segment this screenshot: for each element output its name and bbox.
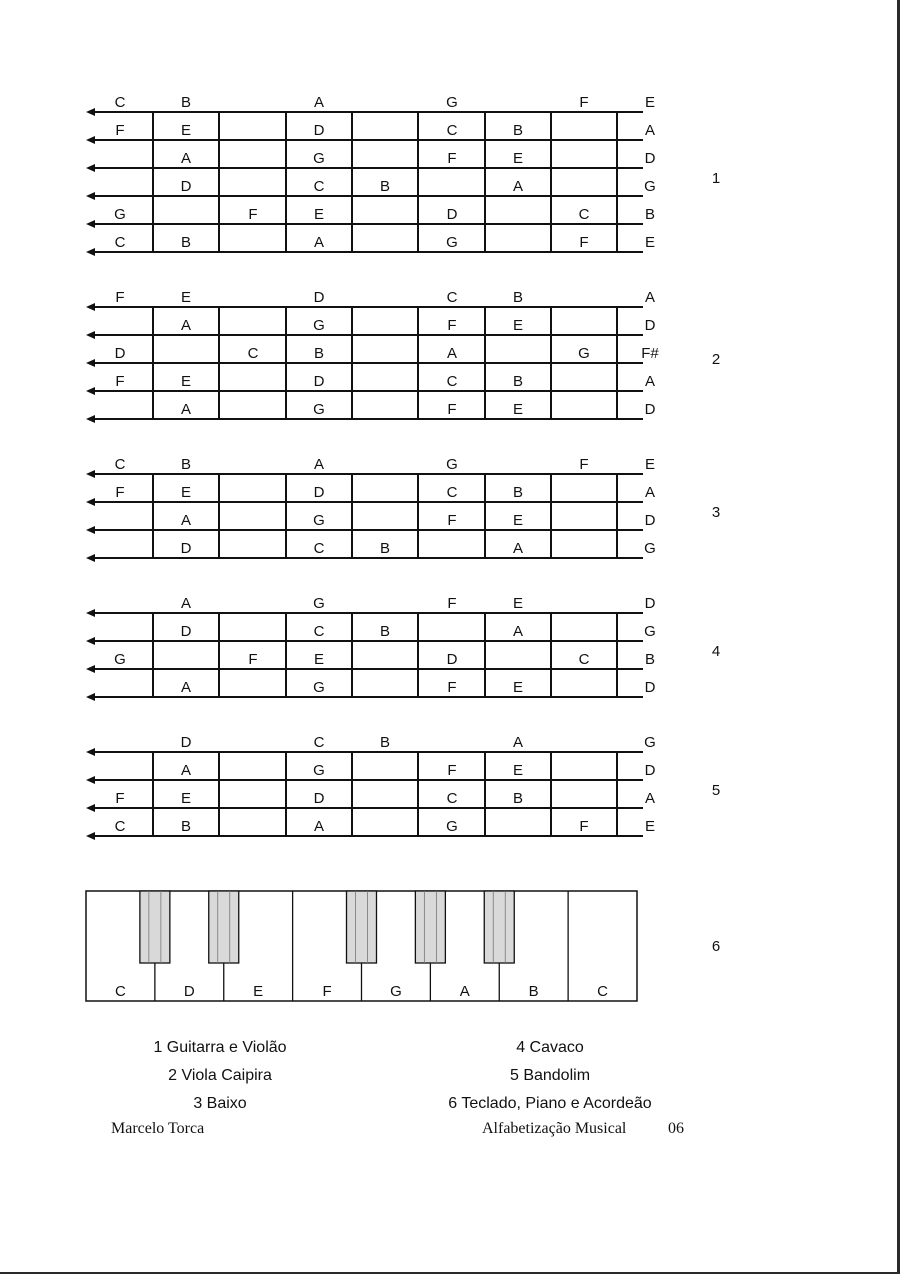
string-arrowhead xyxy=(86,665,95,673)
note-label: D xyxy=(446,651,458,668)
open-string-label: E xyxy=(644,818,656,835)
note-label: E xyxy=(512,401,524,418)
black-key xyxy=(484,891,514,963)
open-string-label: D xyxy=(644,512,656,529)
note-label: F xyxy=(579,818,589,835)
open-string-label: G xyxy=(644,734,656,751)
black-key xyxy=(415,891,445,963)
note-label: E xyxy=(180,790,192,807)
note-label: F xyxy=(115,484,125,501)
legend-item: 5 Bandolim xyxy=(509,1067,591,1084)
note-label: A xyxy=(180,150,192,167)
open-string-label: D xyxy=(644,679,656,696)
note-label: E xyxy=(180,122,192,139)
note-label: A xyxy=(512,178,524,195)
black-key xyxy=(140,891,170,963)
note-label: C xyxy=(313,734,325,751)
note-label: B xyxy=(512,122,524,139)
note-label: C xyxy=(446,373,458,390)
note-label: C xyxy=(313,178,325,195)
note-label: A xyxy=(313,234,325,251)
open-string-label: G xyxy=(644,540,656,557)
note-label: G xyxy=(313,762,325,779)
note-label: F xyxy=(447,401,457,418)
legend-item: 3 Baixo xyxy=(193,1095,247,1112)
note-label: A xyxy=(180,595,192,612)
note-label: C xyxy=(313,623,325,640)
note-label: F xyxy=(115,373,125,390)
note-label: D xyxy=(180,540,192,557)
note-label: B xyxy=(512,484,524,501)
note-label: C xyxy=(114,234,126,251)
string-arrowhead xyxy=(86,804,95,812)
footer-author: Marcelo Torca xyxy=(111,1120,205,1137)
footer-page-number: 06 xyxy=(668,1120,684,1137)
white-key-label: F xyxy=(322,983,332,1000)
open-string-label: D xyxy=(644,317,656,334)
note-label: F xyxy=(447,679,457,696)
note-label: A xyxy=(446,345,458,362)
note-label: C xyxy=(313,540,325,557)
note-label: G xyxy=(313,679,325,696)
note-label: F xyxy=(248,651,258,668)
diagram-number: 2 xyxy=(711,351,721,368)
string-arrowhead xyxy=(86,832,95,840)
note-label: B xyxy=(313,345,325,362)
note-label: F xyxy=(447,595,457,612)
open-string-label: A xyxy=(644,122,656,139)
open-string-label: E xyxy=(644,234,656,251)
diagram-number: 3 xyxy=(711,504,721,521)
note-label: F xyxy=(579,94,589,111)
open-string-label: A xyxy=(644,790,656,807)
note-label: E xyxy=(180,484,192,501)
note-label: C xyxy=(446,484,458,501)
note-label: A xyxy=(180,317,192,334)
note-label: C xyxy=(247,345,259,362)
open-string-label: E xyxy=(644,94,656,111)
note-label: F xyxy=(579,234,589,251)
note-label: D xyxy=(313,484,325,501)
diagram-number: 5 xyxy=(711,782,721,799)
note-label: E xyxy=(512,317,524,334)
string-arrowhead xyxy=(86,415,95,423)
open-string-label: G xyxy=(644,623,656,640)
note-label: F xyxy=(447,762,457,779)
string-arrowhead xyxy=(86,303,95,311)
open-string-label: A xyxy=(644,484,656,501)
white-key-label: C xyxy=(115,983,126,1000)
note-label: B xyxy=(379,540,391,557)
note-label: E xyxy=(180,373,192,390)
note-label: D xyxy=(313,289,325,306)
note-label: C xyxy=(446,122,458,139)
note-label: A xyxy=(180,762,192,779)
note-label: D xyxy=(180,623,192,640)
white-key-label: B xyxy=(528,983,539,1000)
note-label: G xyxy=(446,234,458,251)
note-label: B xyxy=(512,373,524,390)
note-label: E xyxy=(313,651,325,668)
white-key-label: A xyxy=(459,983,470,1000)
string-arrowhead xyxy=(86,776,95,784)
note-label: G xyxy=(446,818,458,835)
string-arrowhead xyxy=(86,693,95,701)
note-label: D xyxy=(446,206,458,223)
white-key-label: G xyxy=(390,983,402,1000)
note-label: D xyxy=(180,178,192,195)
black-key xyxy=(209,891,239,963)
open-string-label: B xyxy=(644,206,656,223)
note-label: B xyxy=(379,623,391,640)
string-arrowhead xyxy=(86,164,95,172)
note-label: E xyxy=(180,289,192,306)
note-label: G xyxy=(446,94,458,111)
note-label: G xyxy=(114,651,126,668)
diagram-number: 4 xyxy=(711,643,721,660)
note-label: E xyxy=(512,679,524,696)
string-arrowhead xyxy=(86,192,95,200)
note-label: E xyxy=(512,512,524,529)
note-label: A xyxy=(180,401,192,418)
note-label: C xyxy=(578,651,590,668)
note-label: B xyxy=(180,234,192,251)
note-label: F xyxy=(447,150,457,167)
string-arrowhead xyxy=(86,248,95,256)
diagram-number: 1 xyxy=(711,170,721,187)
note-label: A xyxy=(180,679,192,696)
note-label: D xyxy=(114,345,126,362)
note-label: E xyxy=(512,150,524,167)
white-key-label: C xyxy=(597,983,608,1000)
note-label: G xyxy=(313,595,325,612)
note-label: E xyxy=(512,595,524,612)
note-label: D xyxy=(313,373,325,390)
open-string-label: E xyxy=(644,456,656,473)
note-label: A xyxy=(313,456,325,473)
note-label: B xyxy=(180,456,192,473)
open-string-label: D xyxy=(644,762,656,779)
note-label: A xyxy=(512,734,524,751)
note-label: D xyxy=(313,790,325,807)
open-string-label: D xyxy=(644,595,656,612)
open-string-label: A xyxy=(644,373,656,390)
string-arrowhead xyxy=(86,359,95,367)
open-string-label: G xyxy=(644,178,656,195)
open-string-label: D xyxy=(644,401,656,418)
note-label: G xyxy=(313,317,325,334)
note-label: G xyxy=(578,345,590,362)
note-label: A xyxy=(512,623,524,640)
note-label: C xyxy=(114,818,126,835)
note-label: C xyxy=(578,206,590,223)
note-label: B xyxy=(180,94,192,111)
note-label: F xyxy=(579,456,589,473)
note-label: B xyxy=(512,289,524,306)
open-string-label: F# xyxy=(641,345,659,362)
string-arrowhead xyxy=(86,609,95,617)
note-label: C xyxy=(446,790,458,807)
note-label: B xyxy=(379,734,391,751)
note-label: F xyxy=(115,122,125,139)
note-label: E xyxy=(512,762,524,779)
note-label: F xyxy=(447,512,457,529)
string-arrowhead xyxy=(86,526,95,534)
note-label: G xyxy=(313,150,325,167)
note-label: F xyxy=(248,206,258,223)
note-label: B xyxy=(180,818,192,835)
note-label: C xyxy=(446,289,458,306)
note-label: F xyxy=(447,317,457,334)
note-label: E xyxy=(313,206,325,223)
note-label: A xyxy=(180,512,192,529)
string-arrowhead xyxy=(86,748,95,756)
string-arrowhead xyxy=(86,554,95,562)
note-label: D xyxy=(313,122,325,139)
note-label: B xyxy=(512,790,524,807)
string-arrowhead xyxy=(86,108,95,116)
note-label: A xyxy=(313,94,325,111)
legend-item: 1 Guitarra e Violão xyxy=(153,1039,287,1056)
note-label: G xyxy=(313,512,325,529)
string-arrowhead xyxy=(86,470,95,478)
footer-title: Alfabetização Musical xyxy=(482,1120,627,1137)
open-string-label: D xyxy=(644,150,656,167)
note-label: F xyxy=(115,289,125,306)
note-label: D xyxy=(180,734,192,751)
note-label: B xyxy=(379,178,391,195)
legend-item: 4 Cavaco xyxy=(516,1039,584,1056)
black-key xyxy=(347,891,377,963)
legend-item: 2 Viola Caipira xyxy=(168,1067,272,1084)
note-label: A xyxy=(313,818,325,835)
note-label: G xyxy=(114,206,126,223)
legend-left xyxy=(130,1034,310,1118)
string-arrowhead xyxy=(86,331,95,339)
white-key-label: D xyxy=(183,983,195,1000)
string-arrowhead xyxy=(86,136,95,144)
legend-item: 6 Teclado, Piano e Acordeão xyxy=(448,1095,652,1112)
white-key-label: E xyxy=(253,983,264,1000)
open-string-label: B xyxy=(644,651,656,668)
note-label: G xyxy=(446,456,458,473)
string-arrowhead xyxy=(86,498,95,506)
note-label: C xyxy=(114,94,126,111)
note-label: A xyxy=(512,540,524,557)
note-label: C xyxy=(114,456,126,473)
legend-right xyxy=(420,1034,680,1118)
open-string-label: A xyxy=(644,289,656,306)
string-arrowhead xyxy=(86,387,95,395)
diagram-number: 6 xyxy=(711,938,721,955)
string-arrowhead xyxy=(86,637,95,645)
note-label: G xyxy=(313,401,325,418)
note-label: F xyxy=(115,790,125,807)
string-arrowhead xyxy=(86,220,95,228)
